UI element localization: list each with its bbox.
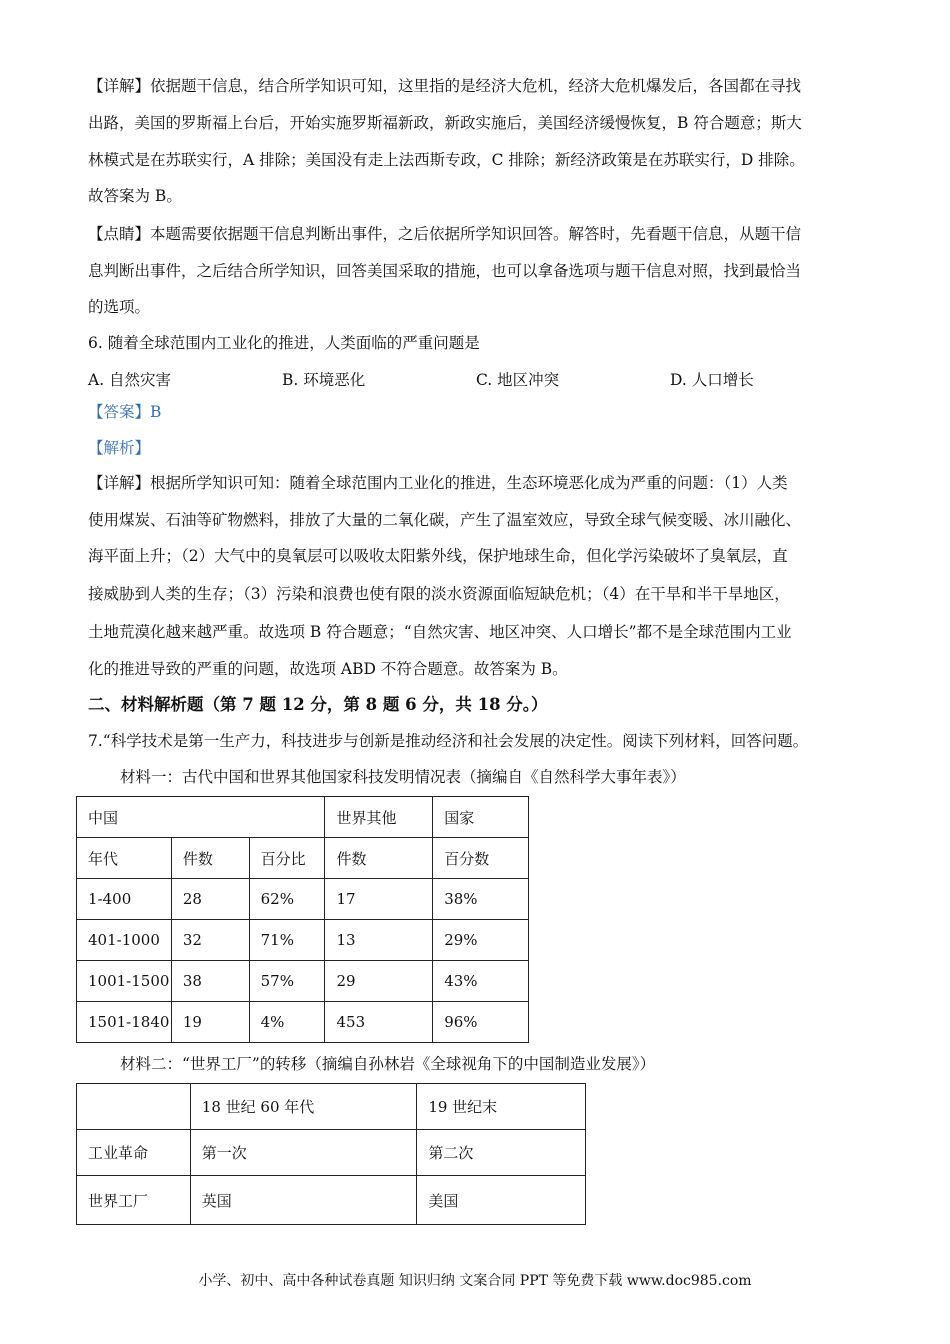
table-cell: 29 bbox=[325, 961, 433, 1002]
para2-line-2: 息判断出事件，之后结合所学知识，回答美国采取的措施，也可以拿备选项与题干信息对照，找到最恰当 bbox=[88, 262, 802, 280]
para2-line-3: 的选项。 bbox=[88, 298, 151, 316]
para3-line-3: 海平面上升；（2）大气中的臭氧层可以吸收太阳紫外线，保护地球生命，但化学污染破坏了臭氧层，直 bbox=[88, 547, 788, 565]
table-cell: 4% bbox=[249, 1002, 325, 1043]
table-cell: 453 bbox=[325, 1002, 433, 1043]
table-cell: 国家 bbox=[433, 797, 529, 838]
para1-line-1: 【详解】依据题干信息，结合所学知识可知，这里指的是经济大危机，经济大危机爆发后，各国都在寻找 bbox=[88, 77, 802, 95]
table-cell: 1501-1840 bbox=[77, 1002, 172, 1043]
para1-line-2: 出路，美国的罗斯福上台后，开始实施罗斯福新政，新政实施后，美国经济缓慢恢复，B 符合题意；斯大 bbox=[88, 114, 802, 132]
table-cell: 38 bbox=[171, 961, 249, 1002]
table-cell: 19 bbox=[171, 1002, 249, 1043]
table-cell: 中国 bbox=[77, 797, 325, 838]
table-cell: 57% bbox=[249, 961, 325, 1002]
table-header-cell: 百分数 bbox=[433, 838, 529, 879]
table-cell: 英国 bbox=[190, 1176, 417, 1225]
q6-option-a: A. 自然灾害 bbox=[88, 371, 172, 389]
table-header-row bbox=[77, 1084, 586, 1130]
q6-option-c: C. 地区冲突 bbox=[476, 371, 560, 389]
para3-line-6: 化的推进导致的严重的问题，故选项 ABD 不符合题意。故答案为 B。 bbox=[88, 660, 568, 678]
table-cell: 美国 bbox=[417, 1176, 586, 1225]
section-title: 二、材料解析题（第 7 题 12 分，第 8 题 6 分，共 18 分。） bbox=[88, 695, 548, 714]
para3-line-1: 【详解】根据所学知识可知：随着全球范围内工业化的推进，生态环境恶化成为严重的问题：（1）人类 bbox=[88, 474, 788, 492]
para3-line-5: 土地荒漠化越来越严重。故选项 B 符合题意；“自然灾害、地区冲突、人口增长”都不是全球范围内工业 bbox=[88, 623, 792, 641]
table-cell: 43% bbox=[433, 961, 529, 1002]
table-cell: 32 bbox=[171, 920, 249, 961]
table-header-row bbox=[77, 838, 529, 879]
table-cell: 28 bbox=[171, 879, 249, 920]
table-cell: 29% bbox=[433, 920, 529, 961]
page-footer[interactable]: 小学、初中、高中各种试卷真题 知识归纳 文案合同 PPT 等免费下载 www.doc985.com bbox=[198, 1273, 752, 1289]
table-cell: 38% bbox=[433, 879, 529, 920]
q6-option-b: B. 环境恶化 bbox=[282, 371, 366, 389]
table-cell: 1-400 bbox=[77, 879, 172, 920]
para2-line-1: 【点睛】本题需要依据题干信息判断出事件，之后依据所学知识回答。解答时，先看题干信息，从题干信 bbox=[88, 225, 802, 243]
table-row bbox=[77, 879, 529, 920]
para3-line-2: 使用煤炭、石油等矿物燃料，排放了大量的二氧化碳，产生了温室效应，导致全球气候变暖、冰川融化、 bbox=[88, 511, 802, 529]
table-row bbox=[77, 1002, 529, 1043]
q6-answer: 【答案】B bbox=[88, 403, 162, 421]
table-cell: 第二次 bbox=[417, 1130, 586, 1176]
table-cell: 世界工厂 bbox=[77, 1176, 191, 1225]
q6-option-d: D. 人口增长 bbox=[670, 371, 754, 389]
table-header-cell: 年代 bbox=[77, 838, 172, 879]
table-row bbox=[77, 1130, 586, 1176]
table-row bbox=[77, 920, 529, 961]
table-row bbox=[77, 1176, 586, 1225]
table-cell: 96% bbox=[433, 1002, 529, 1043]
table-header-cell: 19 世纪末 bbox=[417, 1084, 586, 1130]
table-row bbox=[77, 797, 529, 838]
para1-line-3: 林模式是在苏联实行，A 排除；美国没有走上法西斯专政，C 排除；新经济政策是在苏联实行，D 排除。 bbox=[88, 151, 805, 169]
table-cell: 1001-1500 bbox=[77, 961, 172, 1002]
table-header-cell bbox=[77, 1084, 191, 1130]
question-6-stem: 6. 随着全球范围内工业化的推进，人类面临的严重问题是 bbox=[88, 334, 480, 352]
table-header-cell: 18 世纪 60 年代 bbox=[190, 1084, 417, 1130]
material2-title: 材料二：“世界工厂”的转移（摘编自孙林岩《全球视角下的中国制造业发展》） bbox=[120, 1055, 656, 1073]
table-cell: 13 bbox=[325, 920, 433, 961]
table-cell: 62% bbox=[249, 879, 325, 920]
table-header-cell: 件数 bbox=[325, 838, 433, 879]
table-material-1 bbox=[76, 796, 529, 1043]
table-cell: 世界其他 bbox=[325, 797, 433, 838]
table-row bbox=[77, 961, 529, 1002]
table-cell: 17 bbox=[325, 879, 433, 920]
table-cell: 71% bbox=[249, 920, 325, 961]
table-cell: 工业革命 bbox=[77, 1130, 191, 1176]
table-material-2 bbox=[76, 1083, 586, 1225]
table-header-cell: 件数 bbox=[171, 838, 249, 879]
para3-line-4: 接威胁到人类的生存；（3）污染和浪费也使有限的淡水资源面临短缺危机；（4）在干旱和半干旱地区， bbox=[88, 585, 790, 603]
question-7-stem: 7.“科学技术是第一生产力，科技进步与创新是推动经济和社会发展的决定性。阅读下列材料，回答问题。 bbox=[88, 732, 809, 750]
table-cell: 401-1000 bbox=[77, 920, 172, 961]
table-cell: 第一次 bbox=[190, 1130, 417, 1176]
table-header-cell: 百分比 bbox=[249, 838, 325, 879]
q6-analysis-label: 【解析】 bbox=[88, 439, 151, 457]
para1-line-4: 故答案为 B。 bbox=[88, 187, 182, 205]
material1-title: 材料一：古代中国和世界其他国家科技发明情况表（摘编自《自然科学大事年表》） bbox=[120, 768, 686, 786]
